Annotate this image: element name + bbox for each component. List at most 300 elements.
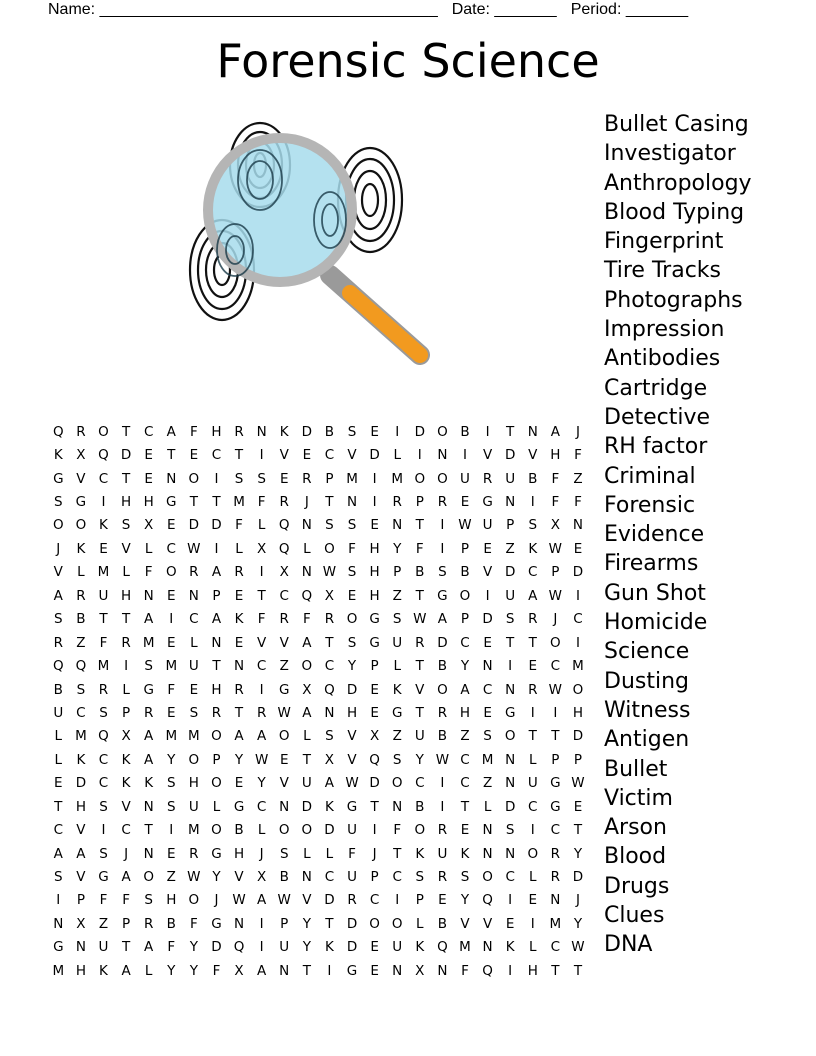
grid-letter[interactable]: U [347, 822, 357, 839]
grid-letter[interactable]: D [301, 423, 313, 440]
grid-letter[interactable]: B [415, 798, 425, 815]
grid-letter[interactable]: G [279, 681, 290, 698]
grid-letter[interactable]: R [279, 494, 289, 511]
grid-letter[interactable]: U [527, 775, 538, 792]
grid-letter[interactable]: Z [482, 775, 493, 792]
grid-letter[interactable]: I [395, 892, 400, 909]
grid-letter[interactable]: J [124, 845, 129, 862]
grid-letter[interactable]: C [256, 658, 267, 675]
grid-letter[interactable]: D [346, 681, 358, 698]
grid-letter[interactable]: Y [189, 939, 198, 956]
grid-letter[interactable]: M [52, 962, 65, 979]
grid-letter[interactable]: B [279, 869, 289, 886]
grid-letter[interactable]: L [257, 822, 266, 839]
grid-letter[interactable]: U [279, 939, 290, 956]
grid-letter[interactable]: N [75, 939, 86, 956]
grid-letter[interactable]: V [234, 869, 244, 886]
grid-letter[interactable]: V [347, 447, 357, 464]
grid-letter[interactable]: A [211, 564, 222, 581]
grid-letter[interactable]: H [211, 423, 222, 440]
grid-letter[interactable]: I [530, 494, 535, 511]
grid-letter[interactable]: S [505, 611, 515, 628]
grid-letter[interactable]: H [121, 494, 132, 511]
grid-letter[interactable]: F [302, 611, 311, 628]
grid-letter[interactable]: H [143, 494, 154, 511]
grid-letter[interactable]: S [460, 869, 470, 886]
grid-letter[interactable]: X [76, 915, 86, 932]
grid-letter[interactable]: I [440, 798, 445, 815]
grid-letter[interactable]: R [415, 634, 425, 651]
grid-letter[interactable]: G [346, 962, 358, 979]
grid-letter[interactable]: Y [460, 658, 470, 675]
grid-letter[interactable]: W [571, 775, 585, 792]
grid-letter[interactable]: Q [301, 587, 313, 604]
grid-letter[interactable]: K [76, 540, 86, 557]
grid-letter[interactable]: K [279, 423, 289, 440]
grid-letter[interactable]: L [303, 540, 311, 557]
grid-letter[interactable]: P [370, 658, 379, 675]
grid-letter[interactable]: N [550, 892, 561, 909]
grid-letter[interactable]: X [257, 540, 267, 557]
grid-letter[interactable]: D [188, 517, 200, 534]
grid-letter[interactable]: W [232, 892, 246, 909]
grid-letter[interactable]: A [302, 704, 312, 721]
grid-letter[interactable]: X [324, 751, 335, 768]
grid-letter[interactable]: O [278, 728, 290, 745]
grid-letter[interactable]: U [188, 798, 199, 815]
grid-letter[interactable]: B [76, 611, 86, 628]
grid-letter[interactable]: E [528, 892, 538, 909]
grid-letter[interactable]: V [415, 681, 425, 698]
grid-letter[interactable]: M [165, 658, 178, 675]
grid-letter[interactable]: Q [369, 751, 380, 768]
grid-letter[interactable]: C [98, 775, 109, 792]
grid-letter[interactable]: D [504, 798, 516, 815]
grid-letter[interactable]: P [212, 751, 221, 768]
grid-letter[interactable]: N [301, 564, 312, 581]
grid-letter[interactable]: H [166, 892, 177, 909]
grid-letter[interactable]: N [392, 517, 403, 534]
grid-letter[interactable]: D [346, 915, 358, 932]
grid-letter[interactable]: N [233, 915, 245, 932]
grid-letter[interactable]: J [575, 423, 580, 440]
grid-letter[interactable]: E [144, 470, 153, 487]
grid-letter[interactable]: A [144, 751, 154, 768]
grid-letter[interactable]: S [189, 704, 199, 721]
grid-letter[interactable]: P [415, 892, 424, 909]
period-field[interactable]: Period: _______ [570, 1, 689, 18]
grid-letter[interactable]: S [99, 845, 108, 862]
grid-letter[interactable]: R [324, 611, 335, 628]
grid-letter[interactable]: A [324, 775, 335, 792]
grid-letter[interactable]: R [234, 681, 244, 698]
grid-letter[interactable]: N [482, 658, 493, 675]
grid-letter[interactable]: E [573, 540, 583, 557]
grid-letter[interactable]: A [53, 845, 63, 862]
grid-letter[interactable]: O [414, 822, 426, 839]
grid-letter[interactable]: X [257, 869, 267, 886]
grid-letter[interactable]: I [259, 939, 264, 956]
grid-letter[interactable]: S [257, 470, 266, 487]
grid-letter[interactable]: D [414, 423, 425, 440]
grid-letter[interactable]: N [482, 939, 493, 956]
grid-letter[interactable]: M [188, 822, 200, 839]
grid-letter[interactable]: R [437, 869, 448, 886]
grid-letter[interactable]: R [53, 634, 63, 651]
grid-letter[interactable]: I [417, 447, 422, 464]
grid-letter[interactable]: S [54, 869, 63, 886]
grid-letter[interactable]: O [188, 892, 200, 909]
grid-letter[interactable]: V [528, 447, 538, 464]
grid-letter[interactable]: I [440, 775, 445, 792]
grid-letter[interactable]: B [53, 681, 63, 698]
grid-letter[interactable]: F [167, 939, 176, 956]
grid-letter[interactable]: O [188, 470, 200, 487]
grid-letter[interactable]: G [369, 634, 380, 651]
grid-letter[interactable]: P [212, 587, 221, 604]
grid-letter[interactable]: Z [279, 658, 289, 675]
grid-letter[interactable]: H [121, 587, 132, 604]
grid-letter[interactable]: R [76, 423, 86, 440]
grid-letter[interactable]: C [143, 423, 154, 440]
grid-letter[interactable]: R [302, 470, 312, 487]
grid-letter[interactable]: G [482, 494, 493, 511]
grid-letter[interactable]: O [211, 775, 222, 792]
grid-letter[interactable]: K [392, 681, 402, 698]
grid-letter[interactable]: N [279, 798, 290, 815]
grid-letter[interactable]: O [324, 540, 335, 557]
grid-letter[interactable]: G [53, 939, 64, 956]
grid-letter[interactable]: G [346, 798, 358, 815]
grid-letter[interactable]: P [460, 611, 470, 628]
grid-letter[interactable]: R [437, 704, 448, 721]
grid-letter[interactable]: Q [482, 962, 493, 979]
grid-letter[interactable]: V [482, 564, 493, 581]
grid-letter[interactable]: T [325, 915, 334, 932]
grid-letter[interactable]: V [76, 822, 86, 839]
grid-letter[interactable]: Q [52, 423, 64, 440]
grid-letter[interactable]: N [346, 494, 358, 511]
grid-letter[interactable]: M [481, 751, 494, 768]
grid-letter[interactable]: S [99, 704, 108, 721]
grid-letter[interactable]: F [189, 915, 198, 932]
grid-letter[interactable]: I [508, 892, 513, 909]
grid-letter[interactable]: D [572, 728, 584, 745]
grid-letter[interactable]: D [211, 517, 222, 534]
grid-letter[interactable]: S [76, 681, 86, 698]
grid-letter[interactable]: E [528, 658, 538, 675]
grid-letter[interactable]: O [437, 470, 448, 487]
grid-letter[interactable]: X [279, 564, 289, 581]
grid-letter[interactable]: N [324, 704, 335, 721]
grid-letter[interactable]: D [572, 869, 584, 886]
grid-letter[interactable]: M [346, 470, 358, 487]
grid-letter[interactable]: M [97, 564, 110, 581]
grid-letter[interactable]: A [121, 869, 131, 886]
grid-letter[interactable]: N [505, 751, 516, 768]
grid-letter[interactable]: J [553, 611, 558, 628]
grid-letter[interactable]: C [98, 470, 109, 487]
grid-letter[interactable]: K [234, 611, 244, 628]
grid-letter[interactable]: N [143, 798, 154, 815]
grid-letter[interactable]: N [437, 447, 448, 464]
grid-letter[interactable]: C [460, 634, 470, 651]
grid-letter[interactable]: D [482, 611, 493, 628]
grid-letter[interactable]: I [259, 915, 264, 932]
grid-letter[interactable]: W [458, 517, 472, 534]
grid-letter[interactable]: S [505, 822, 515, 839]
grid-letter[interactable]: I [530, 704, 535, 721]
grid-letter[interactable]: S [279, 845, 289, 862]
grid-letter[interactable]: X [76, 447, 86, 464]
grid-letter[interactable]: K [415, 939, 425, 956]
grid-letter[interactable]: T [54, 798, 63, 815]
grid-letter[interactable]: H [572, 704, 584, 721]
grid-letter[interactable]: I [395, 423, 400, 440]
grid-letter[interactable]: I [553, 704, 558, 721]
grid-letter[interactable]: I [169, 611, 174, 628]
grid-letter[interactable]: S [144, 658, 153, 675]
grid-letter[interactable]: I [372, 822, 377, 839]
grid-letter[interactable]: V [279, 775, 289, 792]
grid-letter[interactable]: S [99, 798, 108, 815]
grid-letter[interactable]: U [347, 869, 357, 886]
grid-letter[interactable]: C [550, 658, 561, 675]
grid-letter[interactable]: T [121, 939, 131, 956]
grid-letter[interactable]: R [189, 564, 199, 581]
grid-letter[interactable]: L [257, 517, 266, 534]
grid-letter[interactable]: K [324, 939, 334, 956]
grid-letter[interactable]: L [529, 869, 537, 886]
grid-letter[interactable]: L [235, 540, 243, 557]
grid-letter[interactable]: D [346, 939, 358, 956]
grid-letter[interactable]: L [325, 845, 334, 862]
grid-letter[interactable]: M [75, 728, 87, 745]
grid-letter[interactable]: L [416, 915, 424, 932]
grid-letter[interactable]: H [527, 962, 538, 979]
grid-letter[interactable]: F [257, 494, 266, 511]
grid-letter[interactable]: B [234, 822, 244, 839]
grid-letter[interactable]: C [369, 892, 380, 909]
grid-letter[interactable]: R [256, 704, 267, 721]
grid-letter[interactable]: E [438, 892, 447, 909]
grid-letter[interactable]: A [144, 939, 154, 956]
grid-letter[interactable]: H [369, 540, 380, 557]
grid-letter[interactable]: W [277, 892, 291, 909]
grid-letter[interactable]: U [301, 775, 312, 792]
grid-letter[interactable]: C [166, 540, 176, 557]
grid-letter[interactable]: U [437, 845, 448, 862]
grid-letter[interactable]: B [460, 423, 470, 440]
date-field[interactable]: Date: _______ [451, 1, 557, 18]
grid-letter[interactable]: G [550, 798, 561, 815]
grid-letter[interactable]: I [575, 634, 580, 651]
grid-letter[interactable]: X [369, 728, 380, 745]
grid-letter[interactable]: G [504, 704, 516, 721]
grid-letter[interactable]: Q [233, 939, 245, 956]
grid-letter[interactable]: E [54, 775, 63, 792]
grid-letter[interactable]: N [505, 845, 516, 862]
grid-letter[interactable]: W [254, 751, 269, 768]
grid-letter[interactable]: R [392, 494, 402, 511]
grid-letter[interactable]: F [144, 564, 153, 581]
grid-letter[interactable]: T [506, 634, 515, 651]
grid-letter[interactable]: T [234, 704, 244, 721]
grid-letter[interactable]: A [302, 634, 312, 651]
grid-letter[interactable]: Y [167, 751, 176, 768]
grid-letter[interactable]: F [551, 494, 560, 511]
grid-letter[interactable]: I [101, 494, 106, 511]
grid-letter[interactable]: F [348, 845, 356, 862]
grid-letter[interactable]: D [120, 447, 132, 464]
grid-letter[interactable]: J [304, 494, 309, 511]
grid-letter[interactable]: V [279, 447, 289, 464]
grid-letter[interactable]: H [211, 681, 222, 698]
grid-letter[interactable]: Y [347, 658, 357, 675]
grid-letter[interactable]: A [144, 728, 154, 745]
grid-letter[interactable]: Y [460, 892, 470, 909]
grid-letter[interactable]: V [460, 915, 470, 932]
grid-letter[interactable]: M [188, 728, 200, 745]
grid-letter[interactable]: I [169, 822, 174, 839]
grid-letter[interactable]: I [327, 962, 332, 979]
grid-letter[interactable]: F [257, 611, 266, 628]
grid-letter[interactable]: T [121, 611, 131, 628]
grid-letter[interactable]: C [505, 869, 515, 886]
grid-letter[interactable]: V [347, 751, 357, 768]
grid-letter[interactable]: L [303, 728, 311, 745]
grid-letter[interactable]: P [415, 494, 424, 511]
grid-letter[interactable]: A [257, 728, 267, 745]
grid-letter[interactable]: O [459, 587, 471, 604]
grid-letter[interactable]: R [121, 634, 131, 651]
grid-letter[interactable]: I [440, 540, 445, 557]
grid-letter[interactable]: Z [392, 587, 402, 604]
grid-letter[interactable]: L [303, 845, 311, 862]
grid-letter[interactable]: A [144, 611, 154, 628]
grid-letter[interactable]: R [437, 494, 448, 511]
grid-letter[interactable]: Q [52, 658, 64, 675]
grid-letter[interactable]: X [121, 728, 131, 745]
grid-letter[interactable]: O [504, 728, 516, 745]
grid-letter[interactable]: Y [257, 775, 266, 792]
grid-letter[interactable]: F [574, 494, 582, 511]
grid-letter[interactable]: Z [505, 540, 515, 557]
grid-letter[interactable]: A [460, 681, 470, 698]
grid-letter[interactable]: S [528, 517, 538, 534]
grid-letter[interactable]: A [257, 962, 267, 979]
grid-letter[interactable]: T [257, 587, 266, 604]
grid-letter[interactable]: I [485, 587, 490, 604]
grid-letter[interactable]: R [528, 681, 538, 698]
grid-letter[interactable]: K [76, 751, 86, 768]
grid-letter[interactable]: P [506, 517, 515, 534]
grid-letter[interactable]: F [348, 540, 356, 557]
grid-letter[interactable]: Q [437, 939, 448, 956]
grid-letter[interactable]: T [325, 634, 334, 651]
grid-letter[interactable]: S [347, 423, 357, 440]
grid-letter[interactable]: T [393, 845, 402, 862]
grid-letter[interactable]: B [528, 470, 538, 487]
grid-letter[interactable]: P [573, 751, 583, 768]
grid-letter[interactable]: O [211, 728, 222, 745]
grid-letter[interactable]: K [144, 775, 154, 792]
grid-letter[interactable]: U [392, 939, 403, 956]
grid-letter[interactable]: D [324, 822, 335, 839]
grid-letter[interactable]: O [414, 470, 426, 487]
grid-letter[interactable]: C [415, 775, 425, 792]
grid-letter[interactable]: E [483, 704, 492, 721]
grid-letter[interactable]: E [573, 798, 583, 815]
grid-letter[interactable]: Z [573, 470, 583, 487]
grid-letter[interactable]: C [550, 822, 561, 839]
grid-letter[interactable]: K [528, 540, 538, 557]
grid-letter[interactable]: T [415, 658, 424, 675]
grid-letter[interactable]: E [189, 447, 199, 464]
grid-letter[interactable]: I [101, 822, 106, 839]
grid-letter[interactable]: V [53, 564, 63, 581]
grid-letter[interactable]: P [280, 915, 289, 932]
grid-letter[interactable]: F [461, 962, 469, 979]
grid-letter[interactable]: C [528, 798, 538, 815]
grid-letter[interactable]: R [98, 681, 109, 698]
grid-letter[interactable]: T [212, 658, 221, 675]
grid-letter[interactable]: S [54, 611, 63, 628]
grid-letter[interactable]: H [75, 798, 86, 815]
grid-letter[interactable]: N [505, 775, 516, 792]
grid-letter[interactable]: I [530, 822, 535, 839]
grid-letter[interactable]: M [549, 915, 562, 932]
grid-letter[interactable]: X [144, 517, 154, 534]
grid-letter[interactable]: C [121, 822, 131, 839]
grid-letter[interactable]: I [259, 564, 264, 581]
grid-letter[interactable]: E [302, 447, 312, 464]
grid-letter[interactable]: E [167, 704, 176, 721]
grid-letter[interactable]: I [214, 540, 219, 557]
grid-letter[interactable]: T [551, 728, 560, 745]
grid-letter[interactable]: C [460, 775, 470, 792]
grid-letter[interactable]: W [277, 704, 291, 721]
grid-letter[interactable]: A [234, 728, 244, 745]
grid-letter[interactable]: M [233, 494, 245, 511]
grid-letter[interactable]: E [167, 587, 176, 604]
grid-letter[interactable]: C [256, 798, 267, 815]
grid-letter[interactable]: U [414, 728, 425, 745]
grid-letter[interactable]: G [437, 587, 448, 604]
grid-letter[interactable]: M [572, 658, 584, 675]
grid-letter[interactable]: W [548, 681, 563, 698]
grid-letter[interactable]: P [460, 540, 470, 557]
grid-letter[interactable]: O [278, 822, 290, 839]
grid-letter[interactable]: N [301, 517, 312, 534]
grid-letter[interactable]: E [370, 962, 379, 979]
grid-letter[interactable]: G [75, 494, 87, 511]
grid-letter[interactable]: E [234, 587, 244, 604]
grid-letter[interactable]: O [165, 564, 177, 581]
grid-letter[interactable]: O [527, 845, 539, 862]
grid-letter[interactable]: L [144, 540, 153, 557]
grid-letter[interactable]: Z [98, 915, 109, 932]
grid-letter[interactable]: S [438, 564, 447, 581]
grid-letter[interactable]: L [393, 658, 401, 675]
grid-letter[interactable]: O [572, 681, 584, 698]
grid-letter[interactable]: D [369, 447, 380, 464]
grid-letter[interactable]: Y [167, 962, 176, 979]
grid-letter[interactable]: J [214, 892, 219, 909]
grid-letter[interactable]: C [279, 587, 289, 604]
grid-letter[interactable]: Y [415, 751, 424, 768]
grid-letter[interactable]: A [211, 611, 222, 628]
